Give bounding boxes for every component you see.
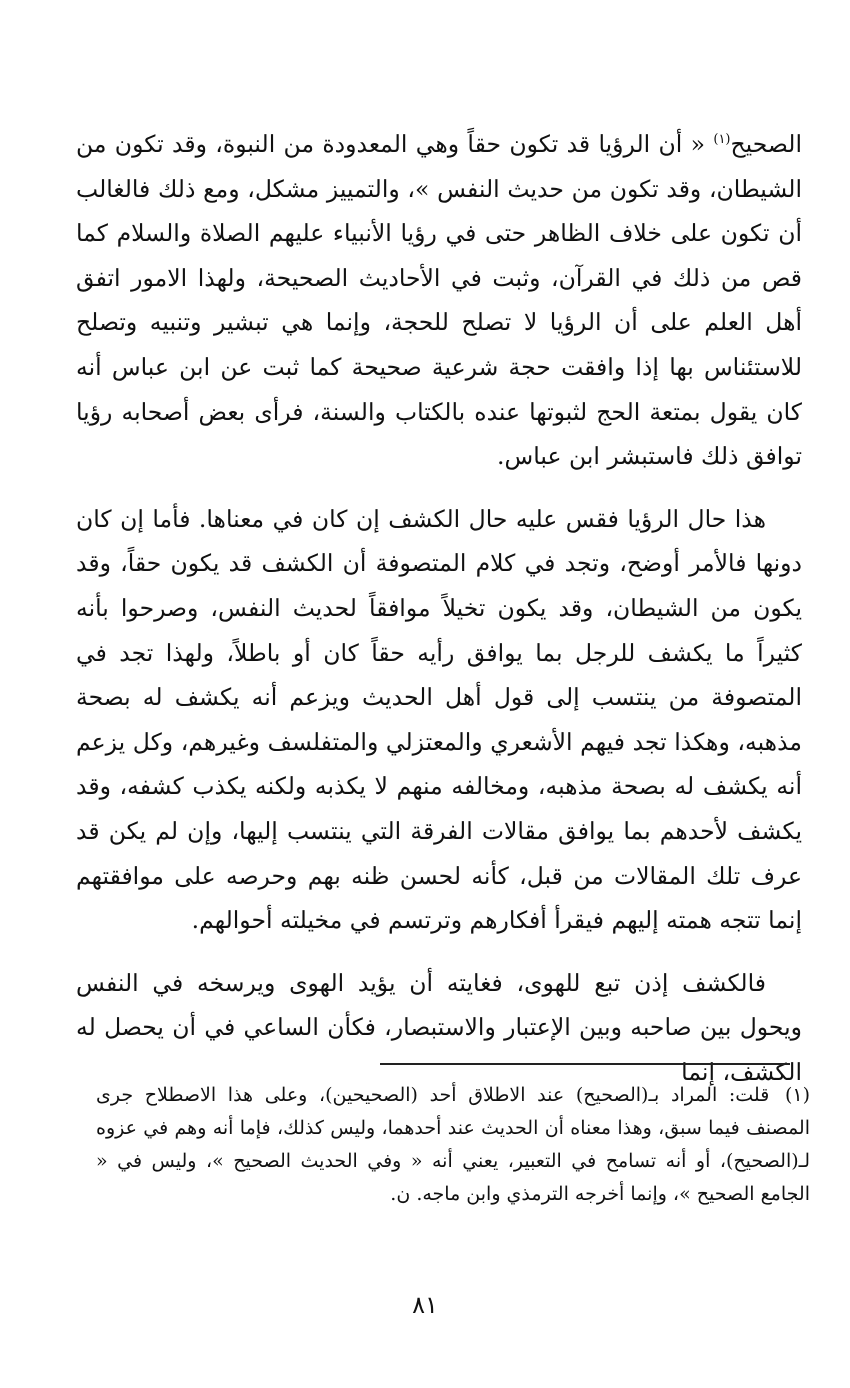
paragraph-3-text: فالكشف إذن تبع للهوى، فغايته أن يؤيد الهوى ويرسخه في النفس ويحول بين صاحبه وبين الإعتبار والاستبصار، فكأن الساعي في أن يحصل له الكشف، إنما [76,968,802,1086]
footnote-separator [380,1063,790,1065]
paragraph-3 [76,961,802,1095]
footnote-marker: (١) [784,1084,810,1106]
page-number: ٨١ [412,1291,438,1319]
paragraph-1-text: « أن الرؤيا قد تكون حقاً وهي المعدودة من النبوة، وقد تكون من الشيطان، وقد تكون من حديث النفس »، والتمييز مشكل، ومع ذلك فالغالب أن تكون على خلاف الظاهر حتى في رؤيا الأنبياء عليهم الصلاة والسلام كما قص من ذلك في القرآن، وثبت في الأحاديث الصحيحة، ولهذا الامور اتفق أهل العلم على أن الرؤيا لا تصلح للحجة، وإنما هي تبشير وتنبيه وتصلح للاستئناس بها إذا وافقت حجة شرعية صحيحة كما ثبت عن ابن عباس أنه كان يقول بمتعة الحج لثبوتها عنده بالكتاب والسنة، فرأى بعض أصحابه رؤيا توافق ذلك فاستبشر ابن عباس. [76,130,802,471]
footnote [96,1079,810,1211]
paragraph-1-first-word: الصحيح [730,130,802,158]
footnote-reference[interactable]: (١) [713,132,731,148]
footnote-text: قلت: المراد بـ(الصحيح) عند الاطلاق أحد (الصحيحين)، وعلى هذا الاصطلاح جرى المصنف فيما سبق، وهذا معناه أن الحديث عند أحدهما، وليس كذلك، فإما أنه وهم في عزوه لـ(الصحيح)، أو أنه تسامح في التعبير، يعني أنه « وفي الحديث الصحيح »، وليس في « الجامع الصحيح »، وإنما أخرجه الترمذي وابن ماجه. ن. [96,1084,810,1205]
paragraph-2 [76,497,802,943]
main-text [76,122,802,1094]
paragraph-1 [76,122,802,479]
paragraph-2-text: هذا حال الرؤيا فقس عليه حال الكشف إن كان في معناها. فأما إن كان دونها فالأمر أوضح، وتجد في كلام المتصوفة أن الكشف قد يكون حقاً، وقد يكون من الشيطان، وقد يكون تخيلاً موافقاً لحديث النفس، وصرحوا بأنه كثيراً ما يكشف للرجل بما يوافق رأيه حقاً كان أو باطلاً، ولهذا تجد في المتصوفة من ينتسب إلى قول أهل الحديث ويزعم أنه يكشف له بصحة مذهبه، وهكذا تجد فيهم الأشعري والمعتزلي والمتفلسف وغيرهم، وكل يزعم أنه يكشف له بصحة مذهبه، ومخالفه منهم لا يكذبه ولكنه يكذب كشفه، وقد يكشف لأحدهم بما يوافق مقالات الفرقة التي ينتسب إليها، وإن لم يكن قد عرف تلك المقالات من قبل، كأنه لحسن ظنه بهم وحرصه على موافقتهم إنما تتجه همته إليهم فيقرأ أفكارهم وترتسم في مخيلته أحوالهم. [76,504,802,935]
